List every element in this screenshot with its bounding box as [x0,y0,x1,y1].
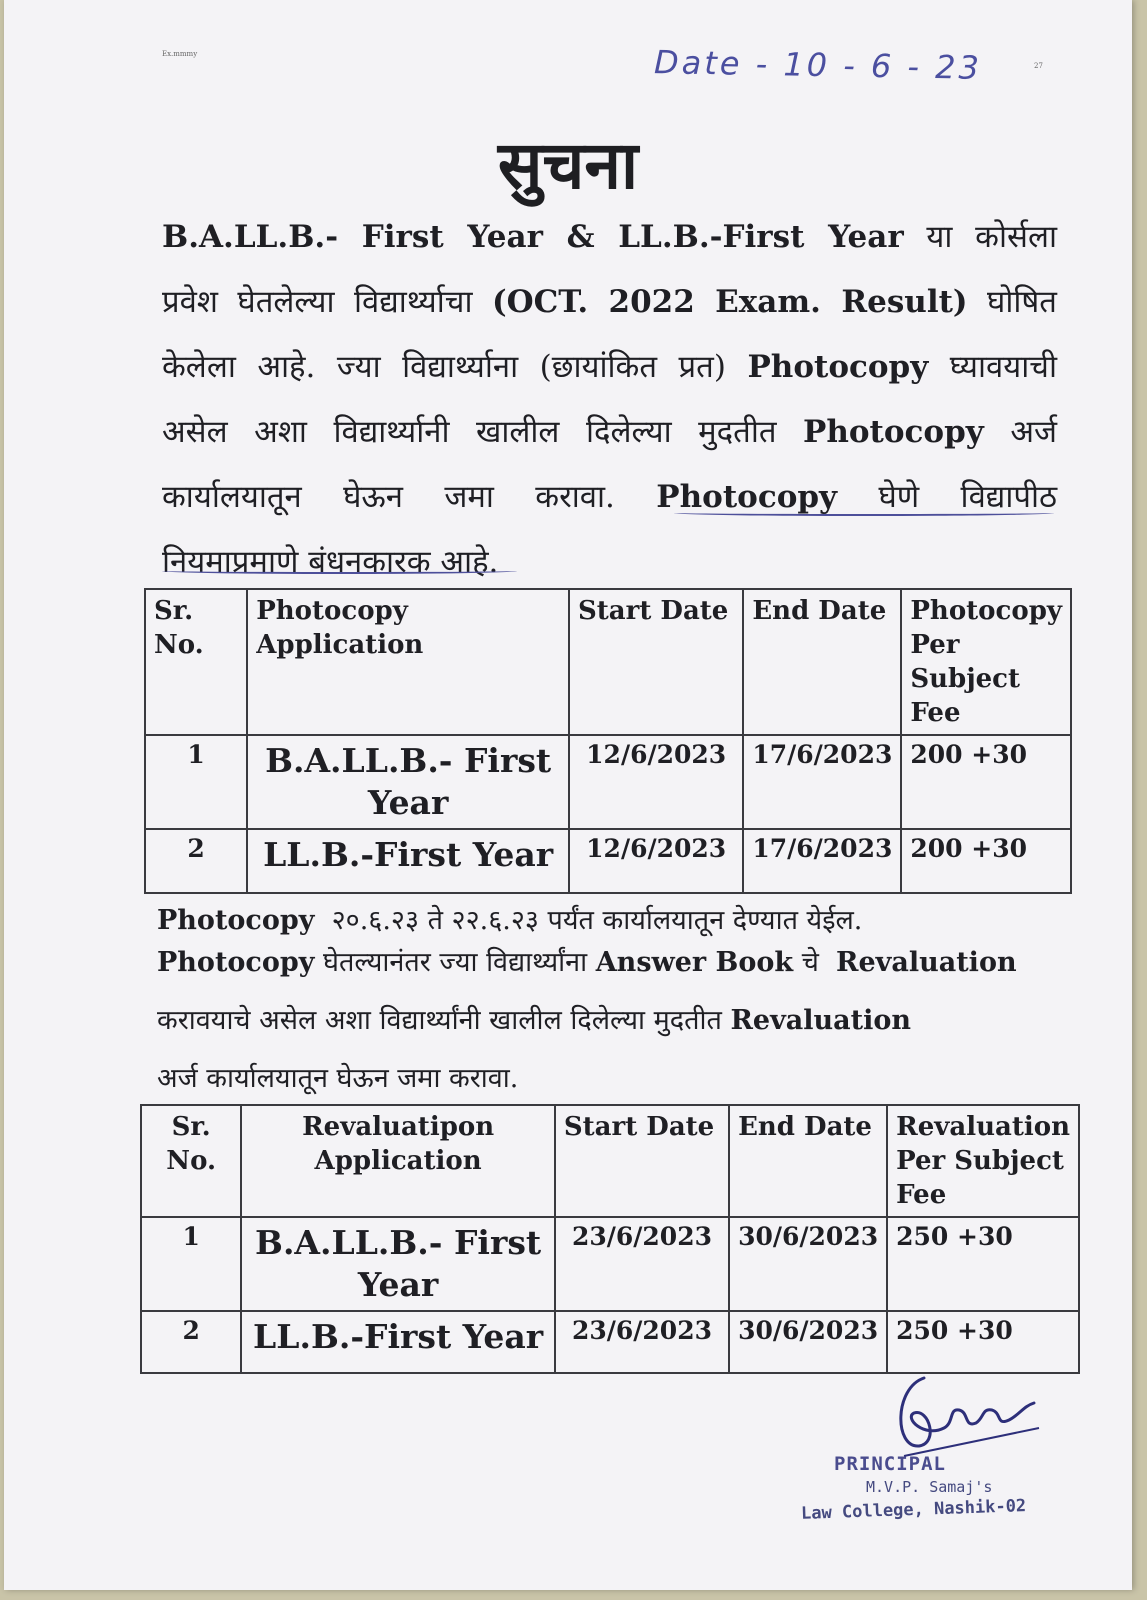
col-header-application: Revaluatipon Application [241,1105,555,1217]
cell-sr: 1 [145,735,247,829]
intro-paragraph [162,205,1057,595]
cell-end-date: 17/6/2023 [743,829,901,893]
middle-line-1: Photocopy २०.६.२३ ते २२.६.२३ पर्यंत कार्यालयातून देण्यात येईल. [157,905,863,936]
table-row [145,735,1071,829]
cell-fee: 250 +30 [887,1311,1079,1373]
cell-start-date: 12/6/2023 [569,829,743,893]
table-header-row [141,1105,1079,1217]
para-line-2: प्रवेश घेतलेल्या विद्यार्थ्याचा (OCT. 2022 Exam. Result) घोषित [162,284,1057,320]
col-header-start-date: Start Date [569,589,743,735]
cell-start-date: 23/6/2023 [555,1217,729,1311]
table-row [145,829,1071,893]
cell-start-date: 23/6/2023 [555,1311,729,1373]
para-line-5: कार्यालयातून घेऊन जमा करावा. Photocopy घेणे विद्यापीठ [162,479,1058,515]
pen-underline [162,568,517,574]
col-header-end-date: End Date [729,1105,887,1217]
middle-line-4: अर्ज कार्यालयातून घेऊन जमा करावा. [157,1063,519,1094]
cell-sr: 1 [141,1217,241,1311]
table-header-row [145,589,1071,735]
cell-fee: 200 +30 [901,829,1071,893]
cell-application: B.A.LL.B.- First Year [247,735,569,829]
photocopy-table [144,588,1072,894]
cell-sr: 2 [145,829,247,893]
tiny-header-left: Ex.mmmy [162,50,198,58]
cell-application: LL.B.-First Year [247,829,569,893]
col-header-fee: Revaluation Per Subject Fee [887,1105,1079,1217]
col-header-end-date: End Date [743,589,901,735]
stamp-org: M.V.P. Samaj's [866,1478,993,1496]
stamp-college: Law College, Nashik-02 [800,1496,1027,1524]
col-header-sr: Sr. No. [145,589,247,735]
revaluation-table [140,1104,1080,1374]
table-row [141,1217,1079,1311]
notice-title: सुचना [497,127,639,204]
col-header-sr: Sr. No. [141,1105,241,1217]
para-line-6: नियमाप्रमाणे बंधनकारक आहे. [162,544,499,580]
cell-end-date: 17/6/2023 [743,735,901,829]
para-line-3: केलेला आहे. ज्या विद्यार्थ्याना (छायांकित प्रत) Photocopy घ्यावयाची [162,349,1058,385]
principal-stamp: PRINCIPAL [834,1453,946,1475]
handwritten-date: Date - 10 - 6 - 23 [653,43,983,87]
col-header-start-date: Start Date [555,1105,729,1217]
cell-fee: 250 +30 [887,1217,1079,1311]
cell-start-date: 12/6/2023 [569,735,743,829]
cell-end-date: 30/6/2023 [729,1311,887,1373]
cell-sr: 2 [141,1311,241,1373]
para-line-1: B.A.LL.B.- First Year & LL.B.-First Year या कोर्सला [162,219,1058,255]
table-row [141,1311,1079,1373]
cell-application: B.A.LL.B.- First Year [241,1217,555,1311]
cell-fee: 200 +30 [901,735,1071,829]
para-line-4: असेल अशा विद्यार्थ्यानी खालील दिलेल्या मुदतीत Photocopy अर्ज [162,414,1057,450]
col-header-fee: Photocopy Per Subject Fee [901,589,1071,735]
notice-paper [4,0,1132,1590]
pen-underline [674,510,1054,516]
col-header-application: Photocopy Application [247,589,569,735]
middle-line-3: करावयाचे असेल अशा विद्यार्थ्यांनी खालील दिलेल्या मुदतीत Revaluation [157,1005,912,1036]
tiny-header-right: 27 [1034,62,1043,70]
middle-line-2: Photocopy घेतल्यानंतर ज्या विद्यार्थ्यांना Answer Book चे Revaluation [157,947,1017,978]
cell-application: LL.B.-First Year [241,1311,555,1373]
cell-end-date: 30/6/2023 [729,1217,887,1311]
